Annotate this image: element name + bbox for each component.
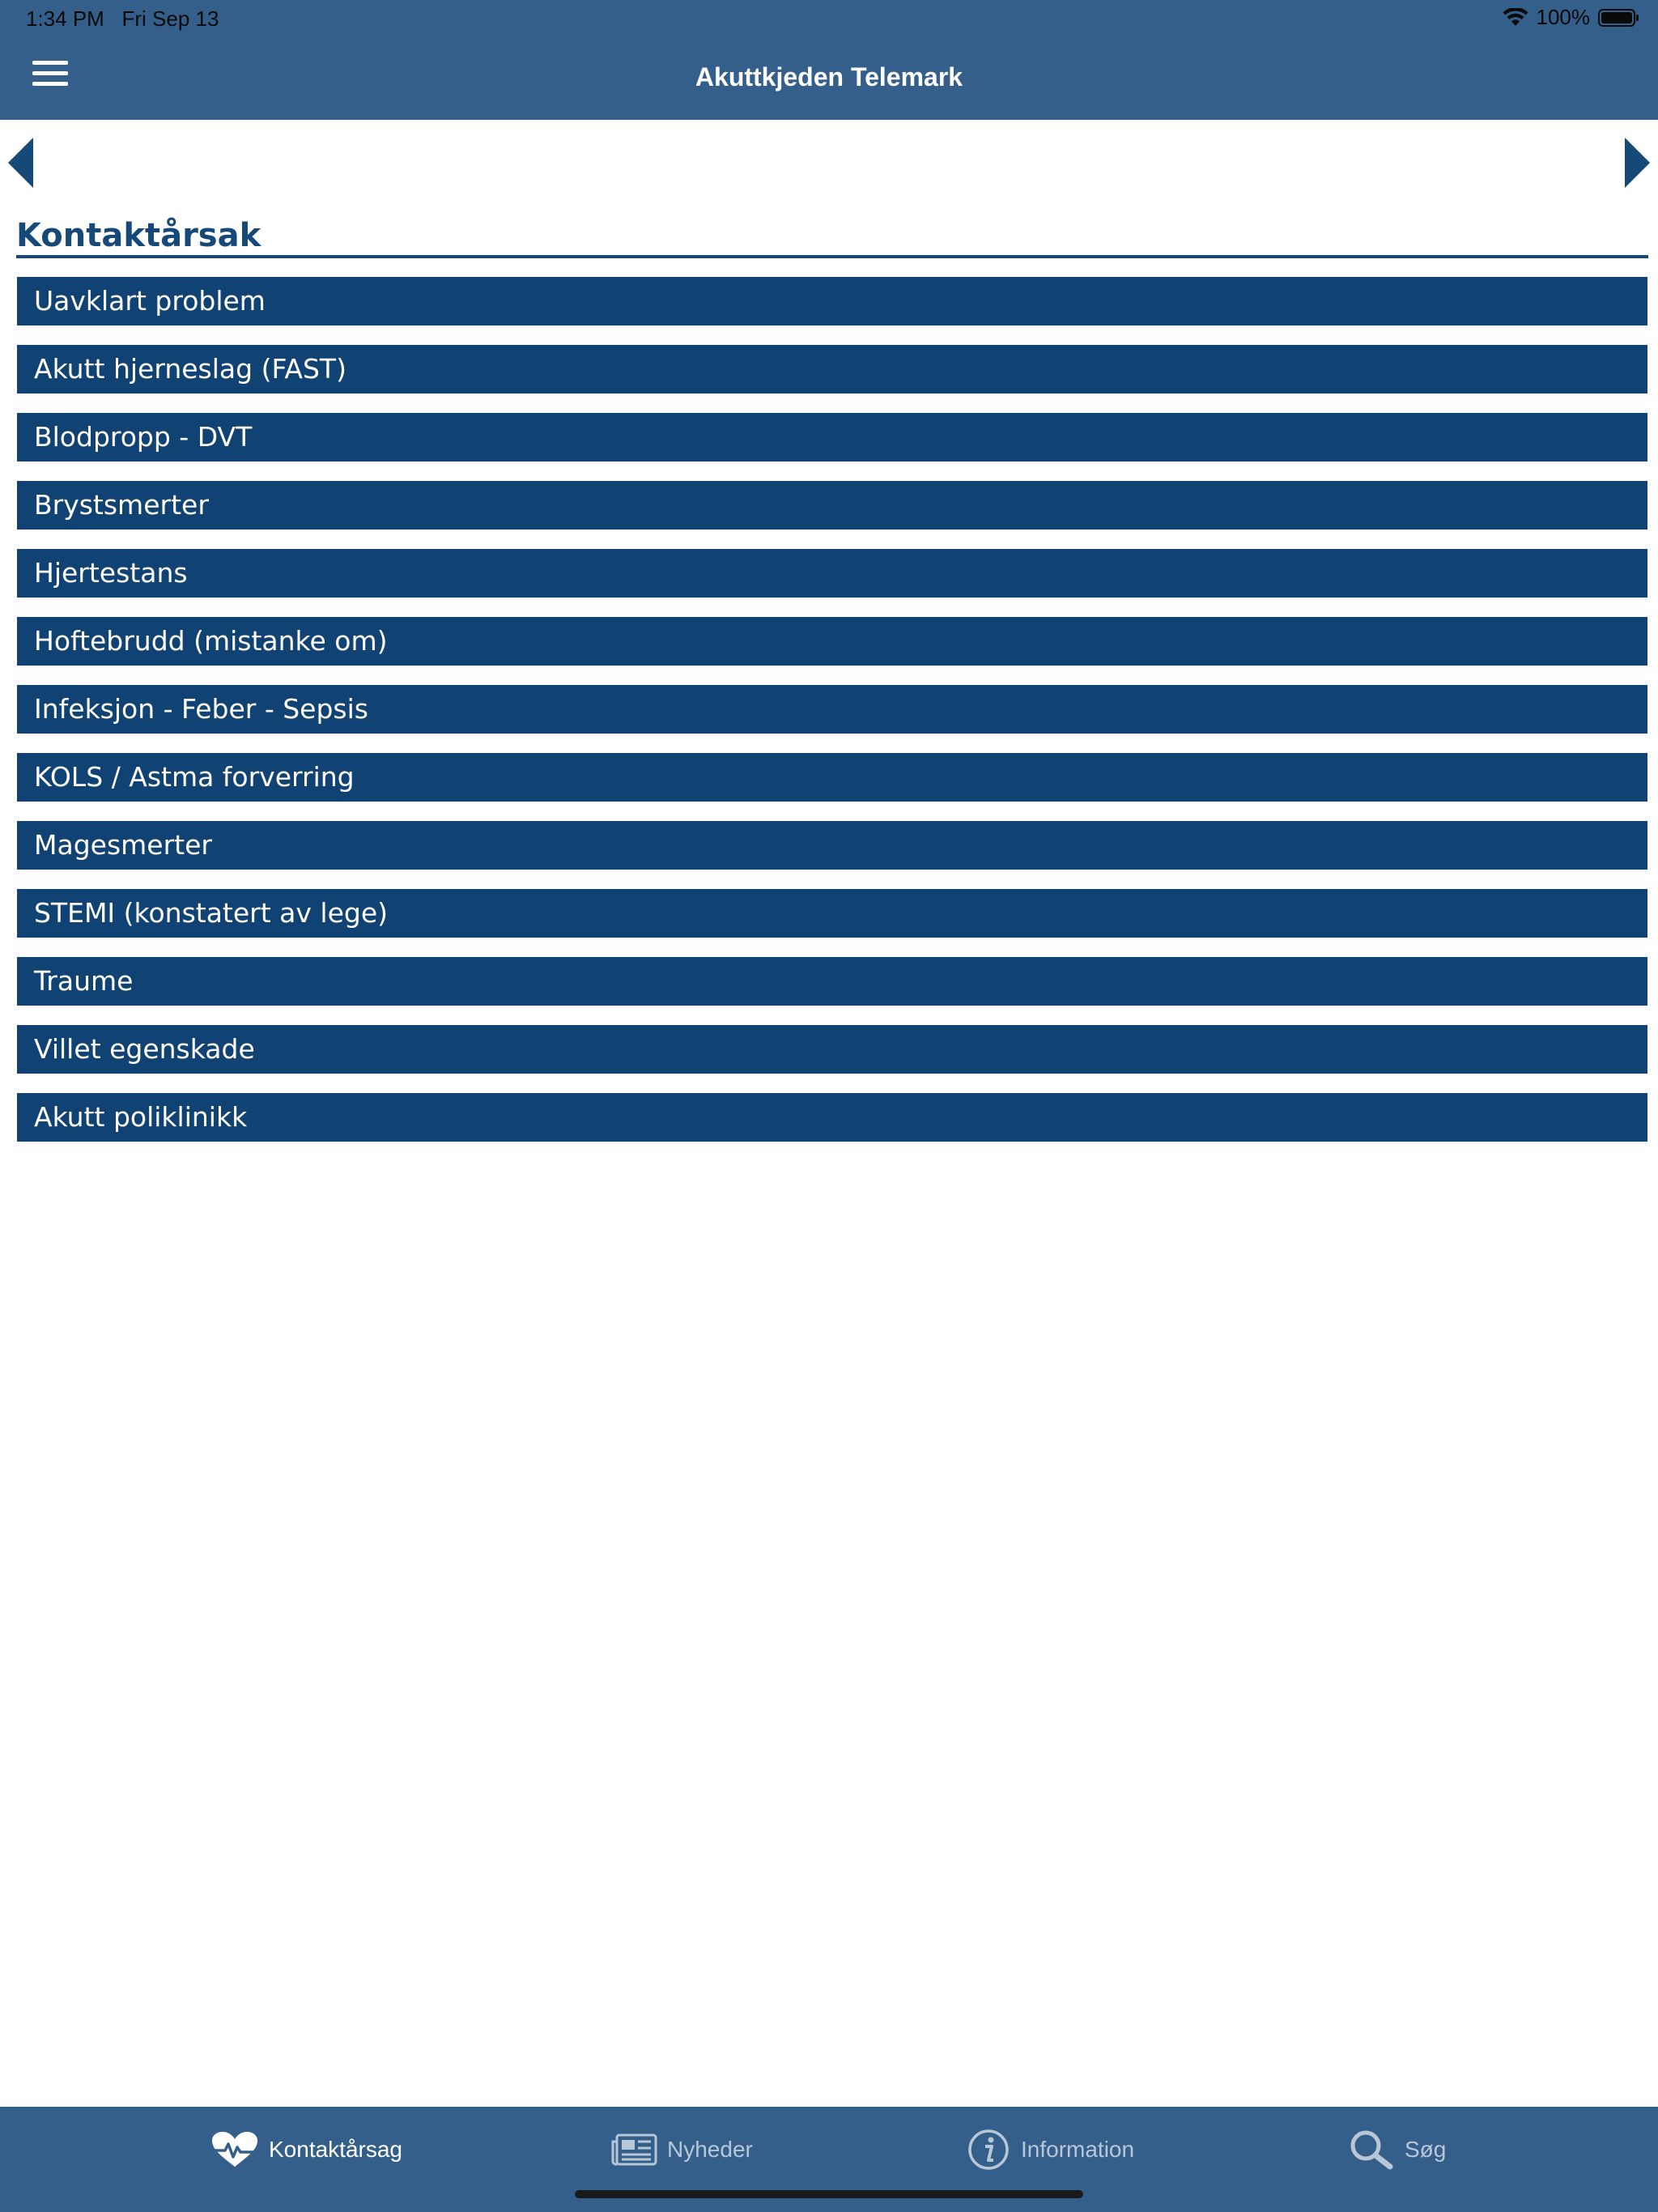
tab-nyheder[interactable] xyxy=(610,2129,753,2170)
previous-arrow-icon[interactable] xyxy=(8,138,33,188)
tab-sog[interactable] xyxy=(1348,2129,1446,2170)
category-item[interactable]: Akutt poliklinikk xyxy=(17,1093,1647,1142)
category-item[interactable]: Magesmerter xyxy=(17,821,1647,870)
app-header xyxy=(0,0,1658,120)
category-item[interactable]: Villet egenskade xyxy=(17,1025,1647,1074)
battery-percent: 100% xyxy=(1536,5,1590,29)
category-item[interactable]: Blodpropp - DVT xyxy=(17,413,1647,462)
status-date: Fri Sep 13 xyxy=(121,6,219,31)
status-indicators xyxy=(1503,5,1636,30)
category-item[interactable]: Uavklart problem xyxy=(17,277,1647,325)
newspaper-icon xyxy=(610,2133,657,2166)
tab-label: Nyheder xyxy=(667,2137,753,2162)
category-item[interactable]: Hjertestans xyxy=(17,549,1647,598)
tab-label: Information xyxy=(1021,2137,1135,2162)
tab-label: Kontaktårsag xyxy=(269,2137,402,2162)
category-item[interactable]: Brystsmerter xyxy=(17,481,1647,530)
category-item[interactable]: Akutt hjerneslag (FAST) xyxy=(17,345,1647,393)
next-arrow-icon[interactable] xyxy=(1625,138,1650,188)
section-divider xyxy=(16,255,1648,258)
tab-information[interactable] xyxy=(966,2129,1134,2170)
info-icon xyxy=(966,2129,1011,2170)
home-indicator[interactable] xyxy=(575,2190,1083,2198)
status-clock: 1:34 PM xyxy=(26,6,104,31)
category-item[interactable]: Infeksjon - Feber - Sepsis xyxy=(17,685,1647,734)
status-time xyxy=(26,6,219,32)
section-title: Kontaktårsak xyxy=(16,217,261,254)
tab-label: Søg xyxy=(1405,2137,1447,2162)
wifi-icon xyxy=(1503,8,1528,28)
battery-icon xyxy=(1598,9,1635,27)
category-item[interactable]: Traume xyxy=(17,957,1647,1006)
tab-kontaktarsag[interactable] xyxy=(210,2129,402,2170)
page-title: Akuttkjeden Telemark xyxy=(695,62,963,91)
heart-pulse-icon xyxy=(210,2131,259,2168)
category-item[interactable]: KOLS / Astma forverring xyxy=(17,753,1647,802)
category-item[interactable]: STEMI (konstatert av lege) xyxy=(17,889,1647,938)
search-icon xyxy=(1348,2129,1395,2170)
category-list xyxy=(17,277,1647,1161)
category-item[interactable]: Hoftebrudd (mistanke om) xyxy=(17,617,1647,666)
